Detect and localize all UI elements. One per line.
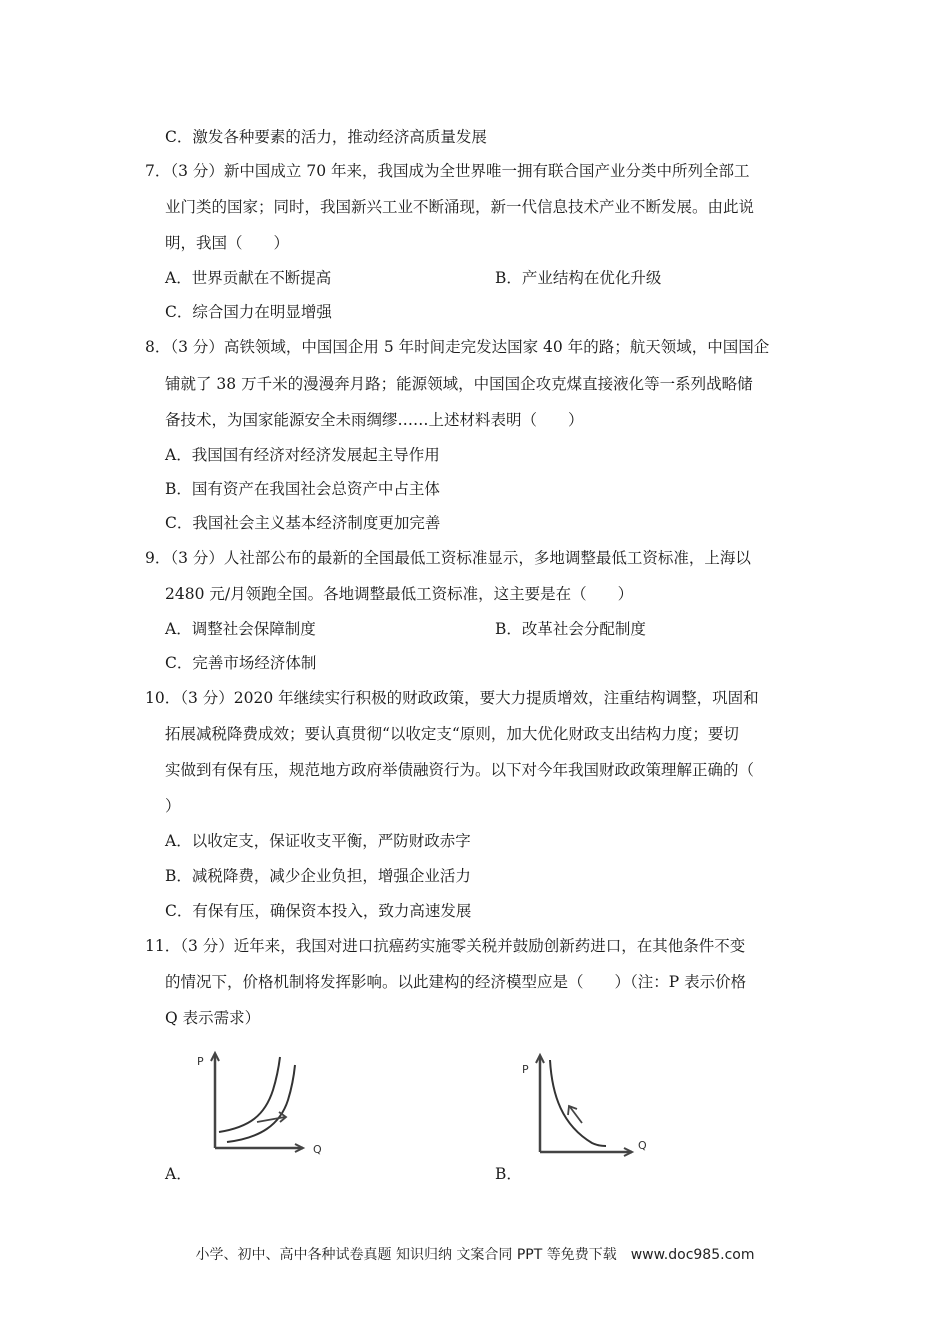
page-footer: 小学、初中、高中各种试卷真题 知识归纳 文案合同 PPT 等免费下载 www.doc985.com xyxy=(195,1247,755,1263)
q10-stem-line: 10．（3 分）2020 年继续实行积极的财政政策，要大力提质增效，注重结构调整，巩固和 xyxy=(145,689,759,707)
q11-option-a: A． xyxy=(165,1165,192,1183)
q9-option-c: C．完善市场经济体制 xyxy=(165,654,317,672)
q9-stem-line: 9．（3 分）人社部公布的最新的全国最低工资标准显示，多地调整最低工资标准，上海以 xyxy=(145,549,751,567)
q8-stem-line: 备技术，为国家能源安全未雨绸缪……上述材料表明（ ） xyxy=(165,411,584,429)
graph-a-curve-2 xyxy=(227,1065,295,1142)
q7-option-b: B．产业结构在优化升级 xyxy=(495,269,662,287)
graph-a-curve-1 xyxy=(219,1057,280,1132)
q9-stem-line: 2480 元/月领跑全国。各地调整最低工资标准，这主要是在（ ） xyxy=(165,585,634,603)
graph-a-p-label: P xyxy=(197,1055,204,1068)
graph-b-q-label: Q xyxy=(638,1139,647,1152)
q11-stem-line: 的情况下，价格机制将发挥影响。以此建构的经济模型应是（ ）（注：P 表示价格 xyxy=(165,973,747,991)
q8-option-a: A．我国国有经济对经济发展起主导作用 xyxy=(165,446,440,464)
q8-option-b: B．国有资产在我国社会总资产中占主体 xyxy=(165,480,440,498)
q8-stem-line: 8．（3 分）高铁领域，中国国企用 5 年时间走完发达国家 40 年的路；航天领域，中国国企 xyxy=(145,338,770,356)
q11-option-b: B． xyxy=(495,1165,522,1183)
q10-option-c: C．有保有压，确保资本投入，致力高速发展 xyxy=(165,902,472,920)
q7-stem-line: 明，我国（ ） xyxy=(165,234,290,252)
q10-option-b: B．减税降费，减少企业负担，增强企业活力 xyxy=(165,867,471,885)
graph-b xyxy=(520,1045,660,1165)
q8-stem-line: 铺就了 38 万千米的漫漫奔月路；能源领域，中国国企攻克煤直接液化等一系列战略储 xyxy=(165,375,753,393)
q6-option-c: C．激发各种要素的活力，推动经济高质量发展 xyxy=(165,128,487,146)
q8-option-c: C．我国社会主义基本经济制度更加完善 xyxy=(165,514,441,532)
q10-stem-line: ） xyxy=(165,797,181,815)
q11-stem-line: 11．（3 分）近年来，我国对进口抗癌药实施零关税并鼓励创新药进口，在其他条件不变 xyxy=(145,937,746,955)
graph-a xyxy=(195,1045,335,1165)
q7-stem-line: 业门类的国家；同时，我国新兴工业不断涌现，新一代信息技术产业不断发展。由此说 xyxy=(165,198,755,216)
q10-option-a: A．以收定支，保证收支平衡，严防财政赤字 xyxy=(165,832,471,850)
q10-stem-line: 拓展减税降费成效；要认真贯彻“以收定支“原则，加大优化财政支出结构力度；要切 xyxy=(165,725,739,743)
q11-stem-line: Q 表示需求） xyxy=(165,1009,261,1027)
q9-option-b: B．改革社会分配制度 xyxy=(495,620,646,638)
q10-stem-line: 实做到有保有压，规范地方政府举债融资行为。以下对今年我国财政政策理解正确的（ xyxy=(165,761,755,779)
q9-option-a: A．调整社会保障制度 xyxy=(165,620,316,638)
graph-b-demand-curve xyxy=(550,1060,606,1146)
q7-option-a: A．世界贡献在不断提高 xyxy=(165,269,332,287)
graph-a-q-label: Q xyxy=(313,1143,322,1156)
q7-option-c: C．综合国力在明显增强 xyxy=(165,303,332,321)
graph-b-p-label: P xyxy=(522,1063,529,1076)
q7-stem-line: 7．（3 分）新中国成立 70 年来，我国成为全世界唯一拥有联合国产业分类中所列全部工 xyxy=(145,162,750,180)
